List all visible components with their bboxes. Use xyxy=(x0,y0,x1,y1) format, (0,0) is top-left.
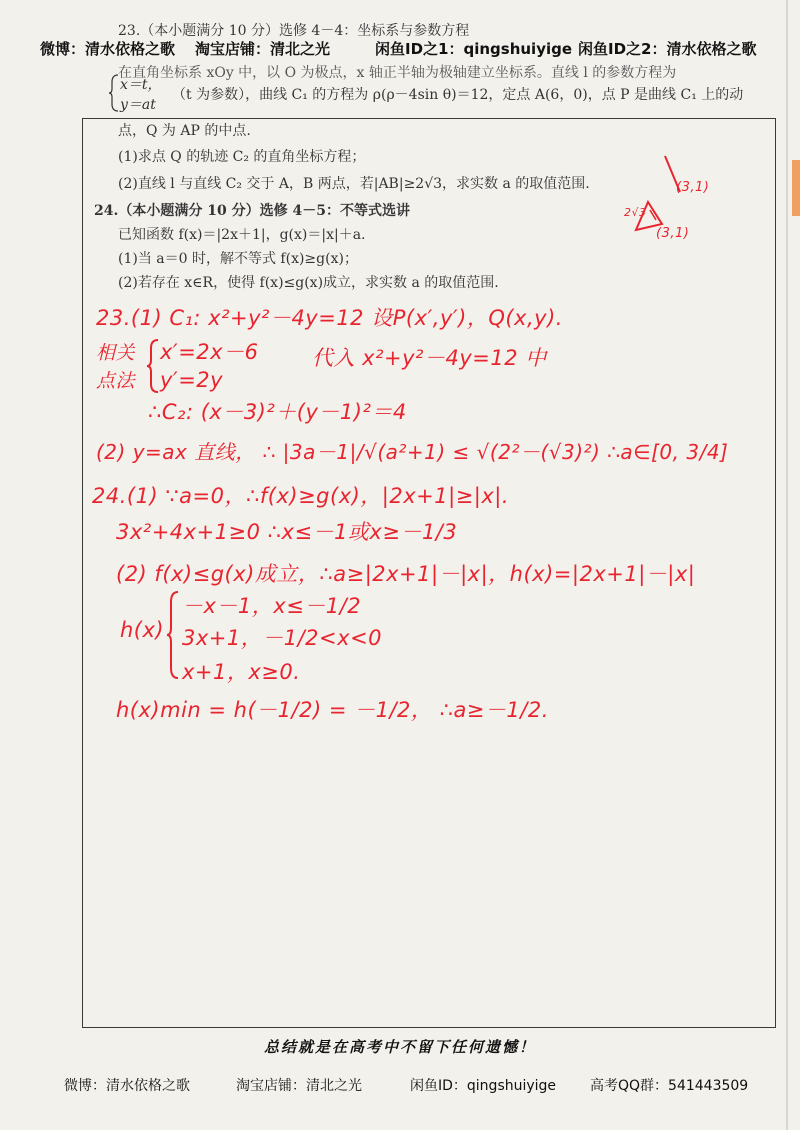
watermark-weibo: 微博：清水依格之歌 xyxy=(40,40,176,58)
watermark-xianyu-1: 闲鱼ID之1：qingshuiyige xyxy=(375,40,573,58)
q23-line2: （t 为参数），曲线 C₁ 的方程为 ρ(ρ－4sin θ)＝12，定点 A(6，0)，点 P 是曲线 C₁ 上的动 xyxy=(172,87,744,103)
q24-header: 24.（本小题满分 10 分）选修 4－5：不等式选讲 xyxy=(94,203,410,219)
hw-line-7: (2) f(x)≤g(x)成立，∴a≥|2x+1|－|x|，h(x)=|2x+1|－|x| xyxy=(116,562,696,586)
hw-line-2b: 点法 xyxy=(96,370,136,392)
param-brace xyxy=(108,74,120,112)
hw-line-2a: 相关 xyxy=(96,342,136,364)
hw-line-3: ∴C₂: (x－3)²＋(y－1)²＝4 xyxy=(148,400,407,424)
top-watermark xyxy=(0,38,800,62)
hw-line-8b: －x－1，x≤－1/2 xyxy=(182,594,362,618)
hw-line-4: (2) y=ax 直线， ∴ |3a－1|/√(a²+1) ≤ √(2²－(√3)²) ∴a∈[0, 3/4] xyxy=(96,440,729,464)
q24-part2: (2)若存在 x∈R，使得 f(x)≤g(x)成立，求实数 a 的取值范围. xyxy=(118,275,499,291)
hw-line-1: 23.(1) C₁: x²+y²－4y=12 设P(x′,y′)，Q(x,y). xyxy=(96,306,563,330)
q24-part1: (1)当 a＝0 时，解不等式 f(x)≥g(x)； xyxy=(118,251,358,267)
q23-param-y: y＝at xyxy=(120,97,156,113)
q23-header: 23.（本小题满分 10 分）选修 4－4：坐标系与参数方程 xyxy=(118,23,470,39)
orange-tab-marker xyxy=(792,160,800,216)
summary-slogan: 总结就是在高考中不留下任何遗憾！ xyxy=(263,1038,536,1056)
hw-brace-1 xyxy=(146,338,160,394)
sketch-point-2: (3,1) xyxy=(656,226,690,241)
hw-brace-2 xyxy=(166,590,180,680)
q23-line3: 点，Q 为 AP 的中点. xyxy=(118,123,251,139)
watermark-xianyu-2: 闲鱼ID之2：清水依格之歌 xyxy=(578,40,757,58)
q23-param-x: x＝t， xyxy=(120,77,162,93)
footer-weibo: 微博：清水依格之歌 xyxy=(64,1078,190,1094)
hw-line-9: h(x)min = h(－1/2) = －1/2， ∴a≥－1/2. xyxy=(116,698,549,722)
q23-line1: 在直角坐标系 xOy 中，以 O 为极点，x 轴正半轴为极轴建立坐标系。直线 l 的参数方程为 xyxy=(118,65,677,81)
hw-line-2e: 代入 x²+y²－4y=12 中 xyxy=(312,346,547,370)
hw-line-8a: h(x) xyxy=(120,618,165,642)
hw-line-5: 24.(1) ∵a=0，∴f(x)≥g(x)，|2x+1|≥|x|. xyxy=(92,484,510,508)
footer-xianyu: 闲鱼ID：qingshuiyige xyxy=(410,1078,557,1094)
watermark-taobao: 淘宝店铺：清北之光 xyxy=(195,40,331,58)
hw-line-2c: x′=2x－6 xyxy=(160,340,259,364)
hw-line-6: 3x²+4x+1≥0 ∴x≤－1或x≥－1/3 xyxy=(116,520,458,544)
hw-line-8d: x+1，x≥0. xyxy=(182,660,301,684)
q23-part2: (2)直线 l 与直线 C₂ 交于 A，B 两点，若|AB|≥2√3，求实数 a 的取值范围. xyxy=(118,176,590,192)
hw-line-2d: y′=2y xyxy=(160,368,224,392)
q23-part1: (1)求点 Q 的轨迹 C₂ 的直角坐标方程； xyxy=(118,149,366,165)
page-edge xyxy=(786,0,788,1130)
q24-line1: 已知函数 f(x)＝|2x＋1|，g(x)＝|x|＋a. xyxy=(118,227,366,243)
footer-qq: 高考QQ群：541443509 xyxy=(590,1078,749,1094)
footer-taobao: 淘宝店铺：清北之光 xyxy=(236,1078,362,1094)
sketch-mark: 2√3 xyxy=(624,206,647,219)
sketch-point-1: (3,1) xyxy=(676,180,710,195)
hw-line-8c: 3x+1，－1/2<x<0 xyxy=(182,626,383,650)
